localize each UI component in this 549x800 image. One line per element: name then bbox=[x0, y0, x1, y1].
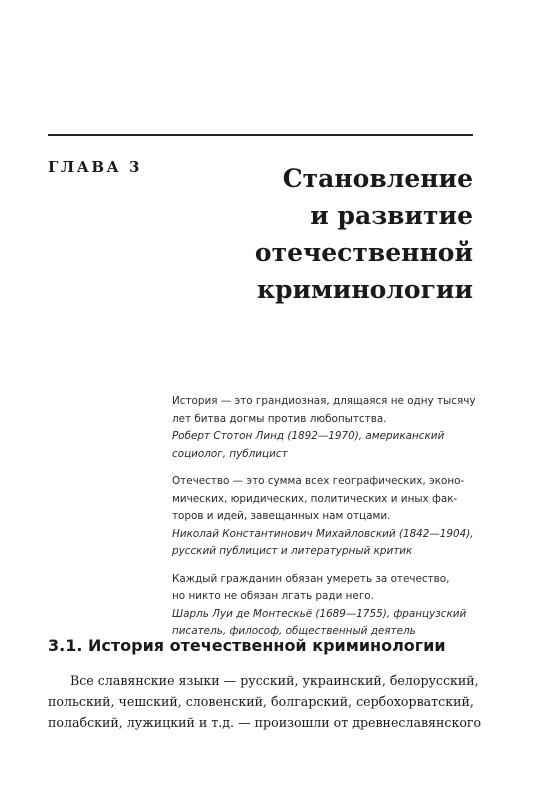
body-line: полабский, лужицкий и т.д. — произошли от древнеславянского bbox=[48, 715, 482, 730]
section-body bbox=[48, 670, 482, 733]
epigraph-author-line: Николай Константинович Михайловский (1842—1904), bbox=[172, 527, 474, 540]
epigraph bbox=[172, 473, 482, 561]
chapter-title-line: и развитие bbox=[310, 201, 473, 230]
chapter-rule bbox=[48, 134, 473, 136]
chapter-label: ГЛАВА 3 bbox=[48, 158, 142, 176]
epigraphs bbox=[172, 393, 482, 651]
body-line: Все славянские языки — русский, украинский, белорусский, bbox=[70, 673, 479, 688]
epigraph-quote-line: мических, юридических, политических и иных фак- bbox=[172, 492, 458, 505]
chapter-title-line: Становление bbox=[282, 164, 473, 193]
epigraph-author-line: Роберт Стотон Линд (1892—1970), американский bbox=[172, 430, 445, 442]
epigraph-quote-line: лет битва догмы против любопытства. bbox=[172, 412, 387, 425]
chapter-title-line: криминологии bbox=[256, 275, 473, 304]
epigraph-quote-line: Каждый гражданин обязан умереть за отечество, bbox=[172, 572, 450, 585]
epigraph-author-line: писатель, философ, общественный деятель bbox=[172, 625, 416, 637]
epigraph bbox=[172, 571, 482, 641]
body-line: польский, чешский, словенский, болгарский, сербохорватский, bbox=[48, 694, 474, 709]
epigraph bbox=[172, 393, 482, 463]
epigraph-quote-line: торов и идей, завещанных нам отцами. bbox=[172, 510, 391, 522]
chapter-title-line: отечественной bbox=[254, 238, 473, 267]
epigraph-quote-line: Отечество — это сумма всех географических, эконо- bbox=[172, 475, 465, 487]
epigraph-quote-line: История — это грандиозная, длящаяся не одну тысячу bbox=[172, 395, 476, 407]
epigraph-author-line: русский публицист и литературный критик bbox=[172, 545, 413, 557]
section-heading: 3.1. История отечественной криминологии bbox=[48, 636, 446, 655]
epigraph-quote-line: но никто не обязан лгать ради него. bbox=[172, 590, 374, 602]
epigraph-author-line: Шарль Луи де Монтескьё (1689—1755), французский bbox=[172, 607, 467, 620]
chapter-title bbox=[255, 160, 473, 308]
epigraph-author-line: социолог, публицист bbox=[172, 447, 288, 460]
